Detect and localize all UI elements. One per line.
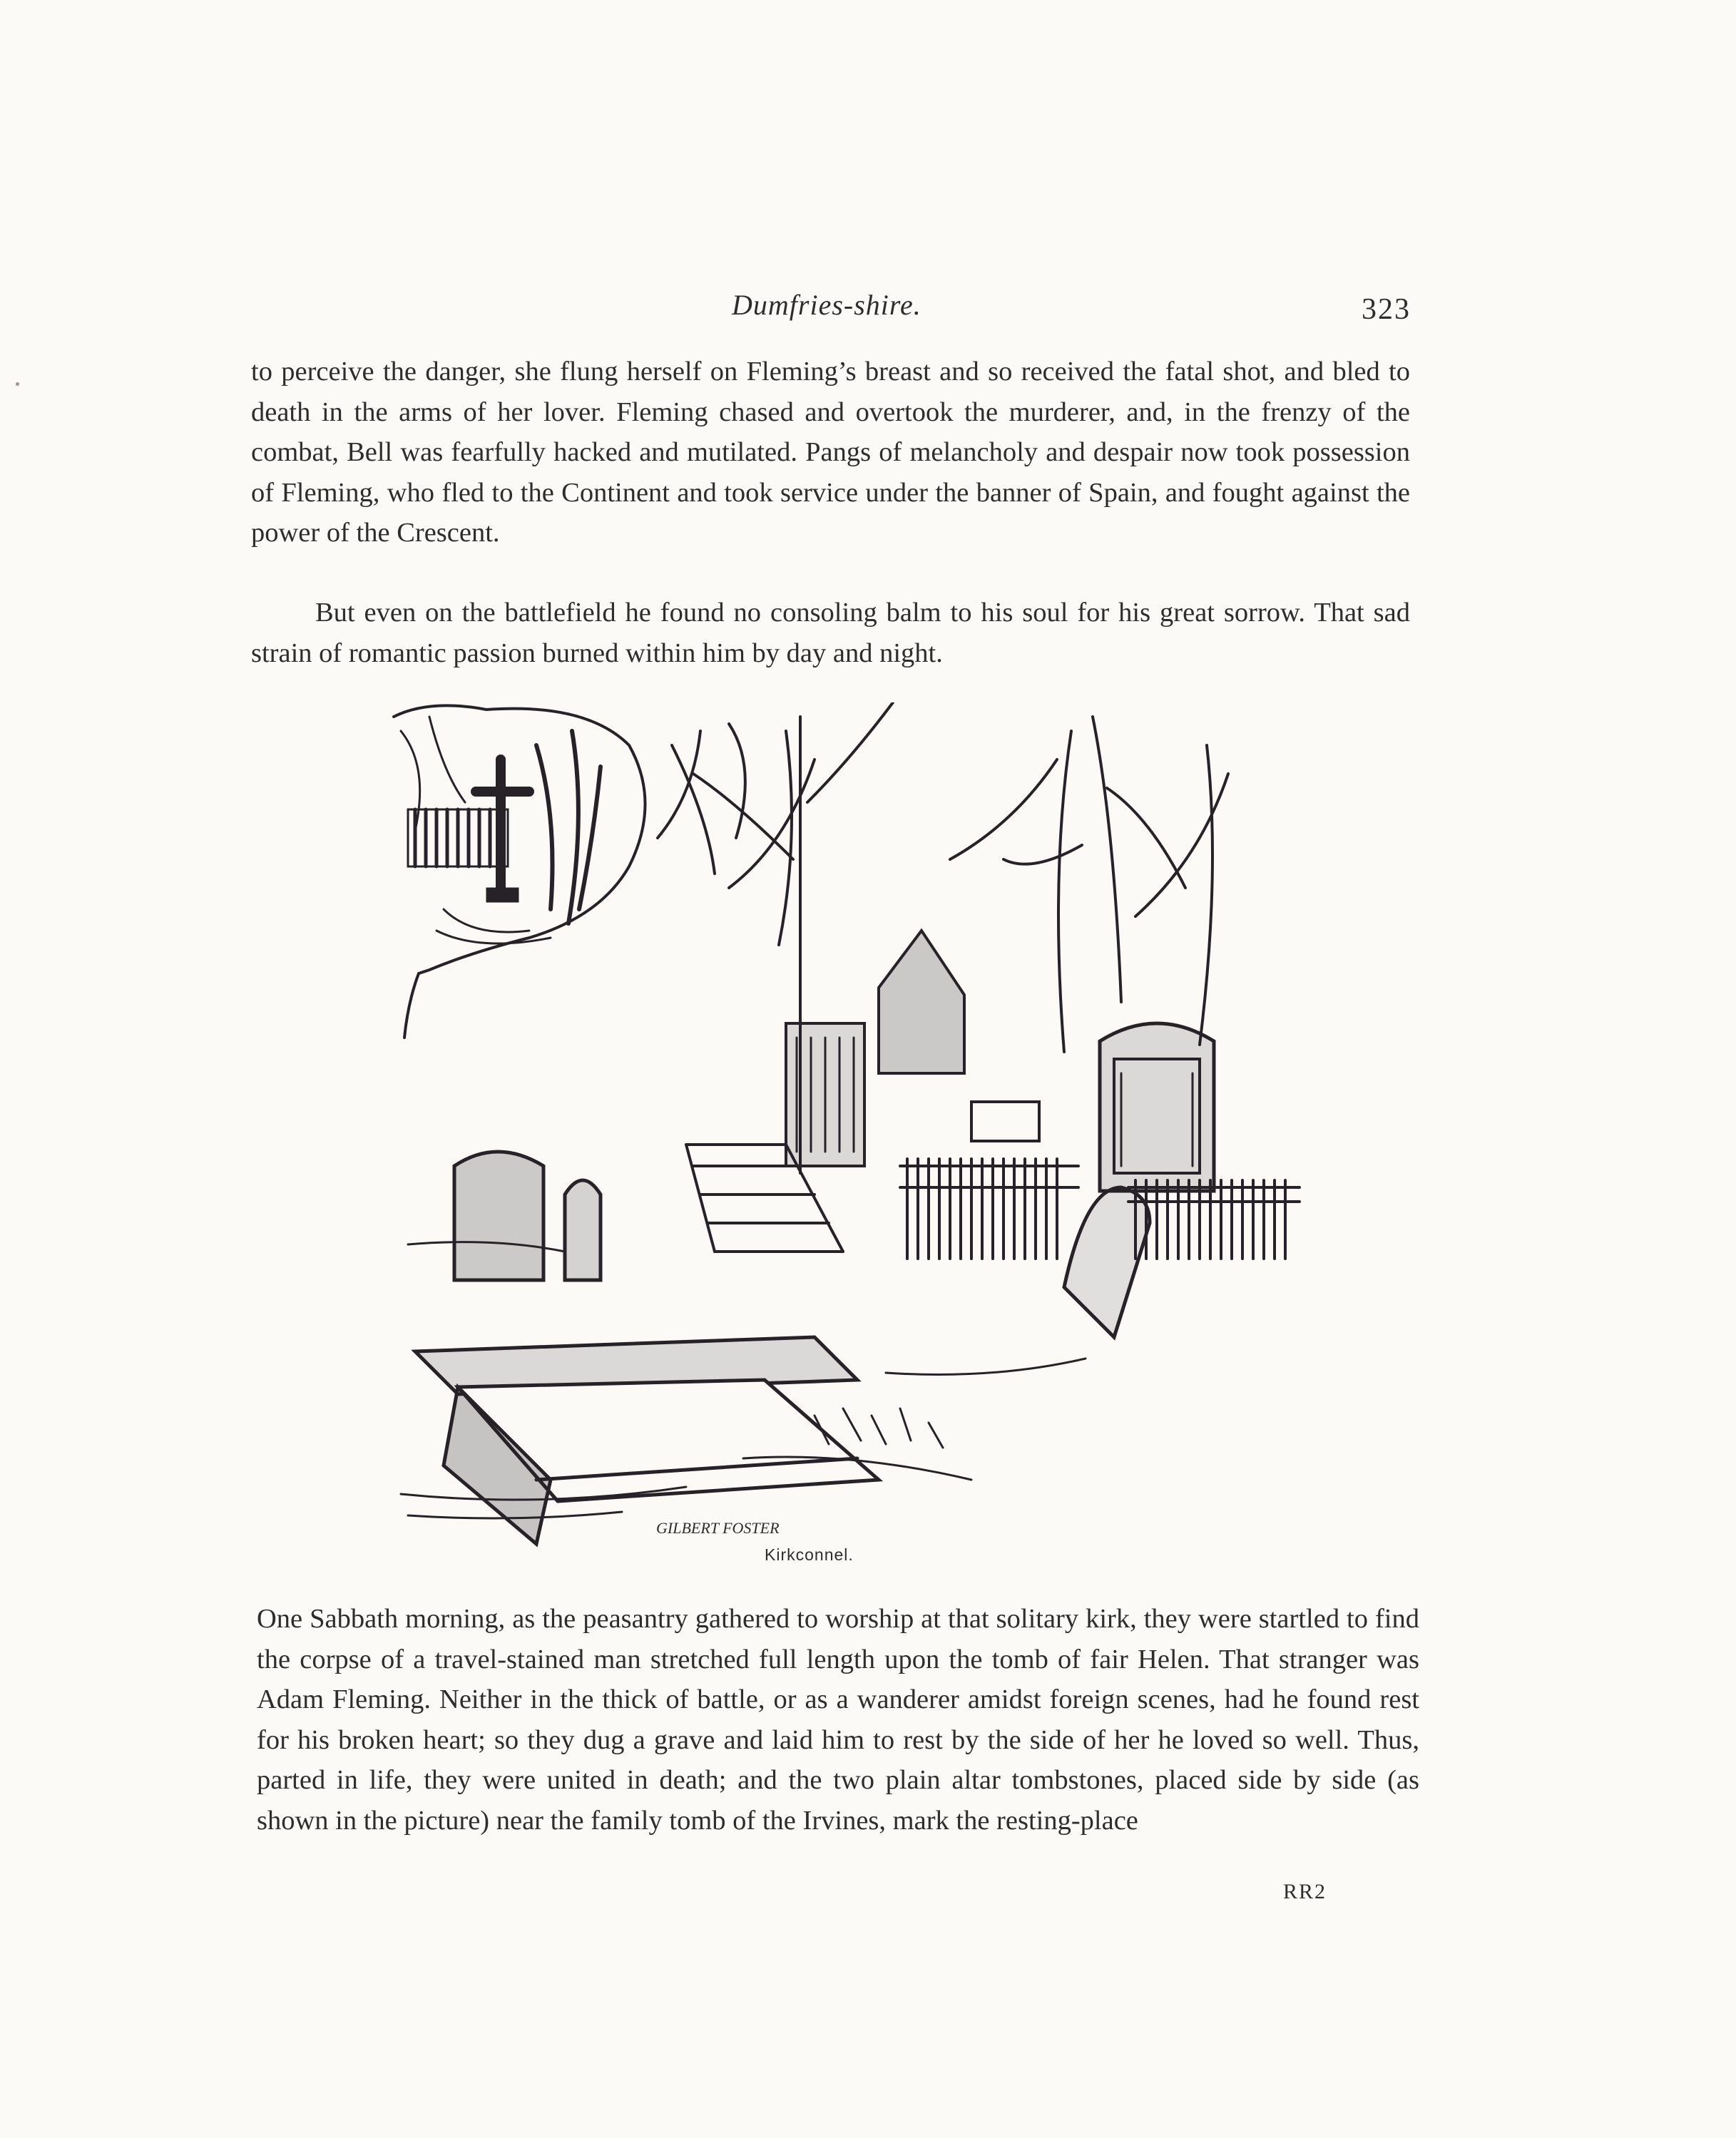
paragraph-2: But even on the battlefield he found no consoling balm to his soul for his great sorrow. That sad strain of romantic passion burned within him by day and night.: [251, 598, 1410, 668]
illustration-drawing: [387, 702, 1307, 1558]
inset-cross-vignette: [394, 705, 645, 1038]
printer-signature-mark: RR2: [1282, 1880, 1327, 1903]
running-head-title: Dumfries-shire.: [732, 289, 921, 321]
irvine-family-tomb: [1100, 1023, 1214, 1191]
figure-caption: Kirkconnel.: [765, 1545, 854, 1564]
chapel-ruin: [786, 931, 964, 1166]
paragraph-3: One Sabbath morning, as the peasantry gathered to worship at that solitary kirk, they were startled to find the corpse of a travel-stained man stretched full length upon the tomb of fair Helen. That stranger was Adam Fleming. Neither in the thick of battle, or as a wanderer amidst foreign scenes, had he found rest for his broken heart; so they dug a grave and laid him to rest by the side of her he loved so well. Thus, parted in life, they were united in death; and the two plain altar tombstones, placed side by side (as shown in the picture) near the family tomb of the Irvines, mark the resting-place: [257, 1604, 1419, 1836]
memorial-tablet: [971, 1102, 1039, 1141]
paper-speck: [16, 382, 19, 386]
artist-signature: GILBERT FOSTER: [656, 1519, 780, 1537]
running-head: [0, 288, 1736, 338]
kirkconnel-illustration: [387, 702, 1307, 1565]
altar-tombstones: [415, 1337, 879, 1544]
paragraph-1: to perceive the danger, she flung herself on Fleming’s breast and so received the fatal shot, and bled to death in the arms of her lover. Fleming chased and overtook the murderer, and, in the frenzy of the combat, Bell was fearfully hacked and mutilated. Pangs of melancholy and despair now took possession of Fleming, who fled to the Continent and took service under the banner of Spain, and fought against the power of the Crescent.: [251, 357, 1410, 548]
page-number: 323: [1362, 293, 1411, 326]
